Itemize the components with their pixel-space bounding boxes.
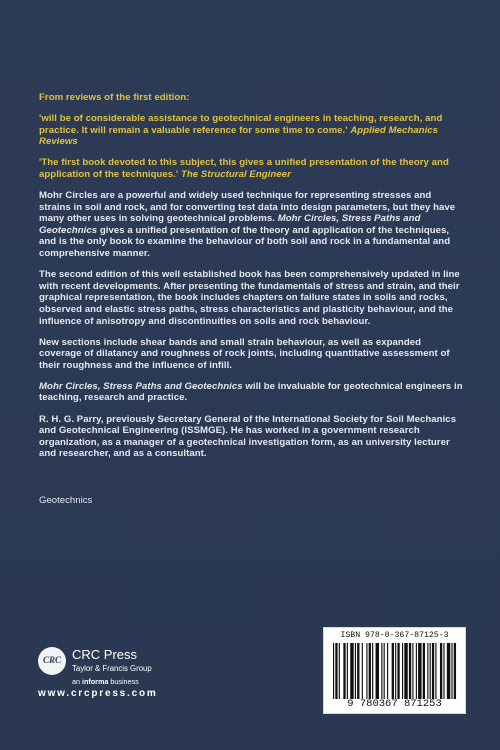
barcode-bars — [330, 643, 459, 699]
review-quote-1 — [39, 113, 463, 148]
p1-end: gives a unified presentation of the theory and application of the techniques, and is the only book to examine the behaviour of both soil and rock in a fundamental and comprehensive manner. — [39, 224, 451, 260]
reviews-header: From reviews of the first edition: — [39, 92, 190, 103]
barcode-bar — [372, 643, 373, 699]
p1-book-title: Mohr Circles, Stress Paths and Geotechnics — [39, 213, 421, 236]
barcode-bar — [409, 643, 411, 699]
informa-prefix: an — [72, 677, 80, 686]
barcode-bar — [404, 643, 407, 699]
barcode-bar — [440, 643, 442, 699]
crc-logo-icon — [38, 647, 66, 675]
barcode-bar — [395, 643, 396, 699]
barcode-bar — [335, 643, 337, 699]
p4-end: will be invaluable for geotechnical engineers in teaching, research and practice. — [39, 380, 463, 404]
barcode-bar — [339, 643, 340, 699]
barcode-bar — [435, 643, 436, 699]
informa-line — [72, 677, 139, 686]
subject-category: Geotechnics — [39, 495, 93, 506]
publisher-group: Taylor & Francis Group — [72, 664, 152, 673]
isbn-number: ISBN 978-0-367-87125-3 — [340, 631, 449, 640]
barcode-bar — [366, 643, 367, 699]
barcode-bar — [333, 643, 334, 699]
description-paragraph-2: The second edition of this well established book has been comprehensively updated in line with recent developments. After presenting the fundamentals of stress and strain, and their graphical representation, the book includes chapters on failure states in soils and rocks, observed and elastic stress paths, stress characteristics and plasticity behaviour, and the influence of anisotropy and discontinuities on soils and rock behaviour. — [39, 269, 460, 327]
description-paragraph-1 — [39, 190, 463, 260]
barcode-bar — [416, 643, 417, 699]
review-quote-2 — [39, 157, 463, 180]
barcode-bar — [387, 643, 388, 699]
barcode-bar — [418, 643, 421, 699]
review-1-text: 'will be of considerable assistance to geotechnical engineers in teaching, research, and practice. It will remain a valuable reference for some time to come.' — [39, 113, 443, 136]
barcode-bar — [402, 643, 403, 699]
barcode-bar — [443, 643, 444, 699]
barcode-bar — [412, 643, 413, 699]
barcode-bar — [432, 643, 434, 699]
barcode-bar — [451, 643, 452, 699]
review-2-text: 'The first book devoted to this subject, this gives a unified presentation of the theory and application of the techniques.' — [39, 157, 449, 180]
informa-brand: informa — [82, 677, 109, 686]
informa-suffix: business — [110, 677, 139, 686]
barcode-bar — [384, 643, 385, 699]
barcode-bar — [447, 643, 450, 699]
publisher-name: CRC Press — [72, 647, 138, 662]
barcode-bar — [381, 643, 382, 699]
barcode-bar — [357, 643, 359, 699]
barcode-bar — [392, 643, 394, 699]
p1-start: Mohr Circles are a powerful and widely used technique for representing stresses and strains in soil and rock, and for converting test data into design parameters, but they have many other uses in solving geotechnical problems. — [39, 190, 456, 225]
description-paragraph-4 — [39, 381, 463, 404]
barcode-bar — [350, 643, 353, 699]
barcode-digits: 9 780367 871253 — [347, 698, 442, 710]
barcode-bar — [343, 643, 345, 699]
crc-logo-text: CRC — [42, 655, 61, 665]
author-bio: R. H. G. Parry, previously Secretary General of the International Society for Soil Mechanics and Geotechnical Engineering (ISSMGE). He has worked in a government research organization, as a manager of a geotechnical investigation form, as an university lecturer and researcher, and as a consultant. — [39, 413, 457, 460]
isbn-barcode — [323, 627, 466, 714]
barcode-bar — [355, 643, 356, 699]
barcode-bar — [362, 643, 363, 699]
barcode-bar — [430, 643, 431, 699]
review-1-source: Applied Mechanics Reviews — [39, 124, 439, 148]
barcode-bar — [427, 643, 428, 699]
review-2-source: The Structural Engineer — [180, 168, 291, 180]
barcode-bar — [369, 643, 371, 699]
description-paragraph-3: New sections include shear bands and small strain behaviour, as well as expanded coverage of dilatancy and roughness of rock joints, including quantitative assessment of their roughness and the influence of infill. — [39, 336, 450, 371]
barcode-bar — [423, 643, 425, 699]
barcode-bar — [397, 643, 399, 699]
barcode-bar — [347, 643, 348, 699]
p4-book-title: Mohr Circles, Stress Paths and Geotechnics — [39, 380, 243, 392]
blurb-text — [39, 92, 463, 469]
barcode-bar — [454, 643, 456, 699]
publisher-logo — [38, 647, 198, 709]
publisher-url[interactable]: www.crcpress.com — [38, 688, 158, 699]
barcode-bar — [376, 643, 379, 699]
